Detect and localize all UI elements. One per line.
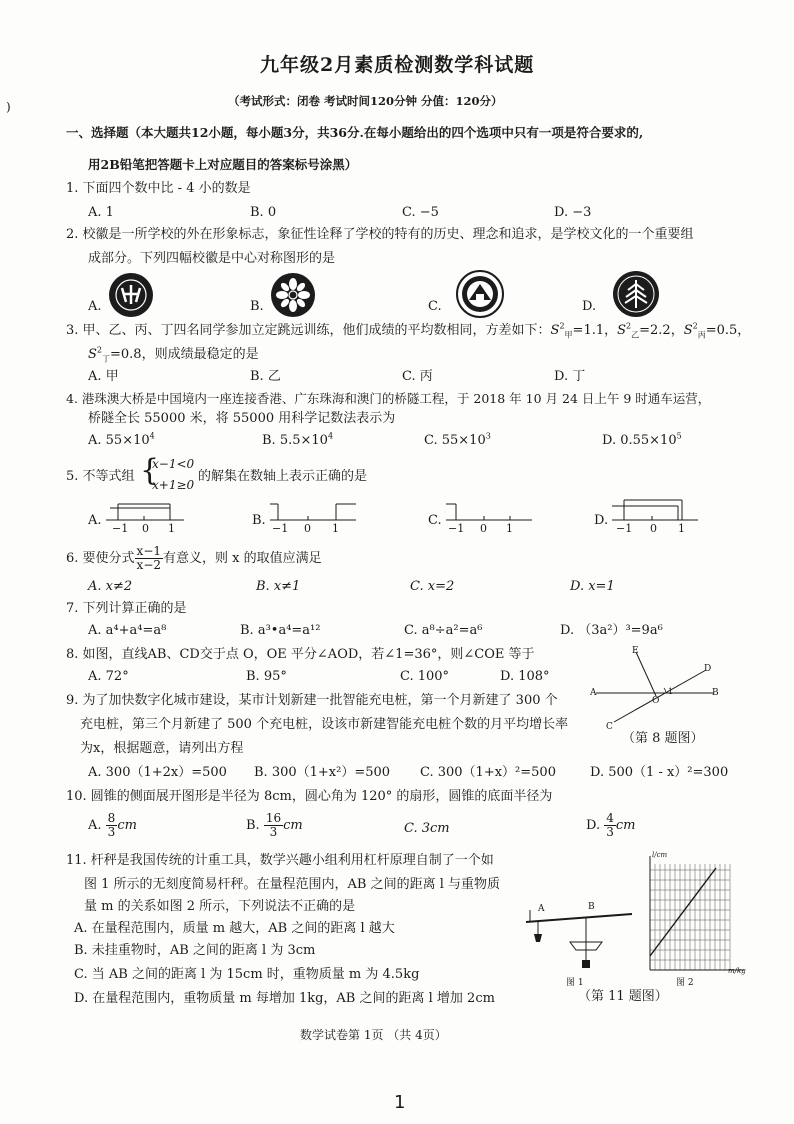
exam-info: （考试形式：闭卷 考试时间120分钟 分值：120分）	[228, 94, 503, 108]
q5-c-tick-1: 1	[506, 522, 513, 535]
q3-sq-jia: 2	[559, 321, 565, 331]
q10-a-label: A.	[88, 818, 102, 833]
q10-b-label: B.	[246, 818, 260, 833]
q4-b-exp: 4	[327, 431, 334, 441]
q5-d-tick-1: 1	[678, 522, 685, 535]
footer-page-info: 数学试卷第 1页 （共 4页）	[300, 1028, 447, 1042]
emblem-a-icon	[108, 272, 154, 318]
q8-label-e: E	[632, 646, 639, 656]
q4-line1: 4. 港珠澳大桥是中国境内一座连接香港、广东珠海和澳门的桥隧工程，于 2018 年 10 月 24 日上午 9 时通车运营，	[66, 391, 711, 406]
q3-line2	[88, 346, 259, 364]
q3-sub-bing: 丙	[697, 330, 706, 340]
section-heading-line1: 一、选择题（本大题共12小题，每小题3分，共36分.在每小题给出的四个选项中只有一项是符合要求的,	[66, 125, 644, 140]
q5-lead: 5. 不等式组	[66, 469, 135, 484]
q9-option-c: C. 300（1+x）²=500	[420, 765, 556, 780]
q11-option-d: D. 在量程范围内，重物质量 m 每增加 1kg，AB 之间的距离 l 增加 2cm	[74, 991, 495, 1006]
q3-stem: 3. 甲、乙、丙、丁四名同学参加立定跳远训练，他们成绩的平均数相同，方差如下：	[66, 323, 551, 338]
q4-option-b	[262, 432, 333, 450]
q10-a-unit: cm	[117, 818, 137, 833]
q9-line3: 为x，根据题意，请列出方程	[80, 741, 244, 756]
q5-b-tick-0: 0	[304, 522, 311, 535]
q7-option-b: B. a³•a⁴=a¹²	[240, 623, 321, 638]
q11-option-b: B. 未挂重物时，AB 之间的距离 l 为 3cm	[74, 943, 316, 958]
q7-option-c: C. a⁸÷a²=a⁶	[404, 623, 483, 638]
page-number: 1	[394, 1092, 406, 1113]
q4-d-exp: 5	[676, 431, 682, 441]
q6-option-b: B. x≠1	[256, 579, 301, 594]
q11-fig1-label-a: A	[538, 904, 545, 914]
q5-c-tick-m1: −1	[448, 522, 465, 535]
q11-graph-xlabel: m/kg	[728, 967, 746, 975]
q10-a-den: 3	[107, 825, 116, 839]
q1-option-b: B. 0	[250, 205, 277, 220]
q10-a-num: 8	[107, 811, 116, 825]
q3-s-jia: S	[550, 323, 560, 338]
q10-b-num: 16	[265, 811, 282, 825]
q4-a-text: A. 55×10	[88, 433, 150, 448]
q8-option-b: B. 95°	[246, 669, 287, 684]
q3-s-yi: S	[617, 323, 627, 338]
q6-option-c: C. x=2	[410, 579, 455, 594]
q9-line1: 9. 为了加快数字化城市建设，某市计划新建一批智能充电桩，第一个月新建了 300 个	[66, 693, 558, 708]
q11-graph-ylabel: l/cm	[652, 851, 668, 859]
q11-fig2-caption: 图 2	[676, 978, 694, 988]
q11-option-c: C. 当 AB 之间的距离 l 为 15cm 时，重物质量 m 为 4.5kg	[74, 967, 420, 982]
q3-val-bing: =0.5，	[705, 323, 751, 338]
q11-option-a: A. 在量程范围内，质量 m 越大，AB 之间的距离 l 越大	[74, 921, 395, 936]
q8-label-a: A	[590, 688, 597, 698]
q6-fraction	[135, 545, 163, 572]
q3-sub-jia: 甲	[564, 330, 573, 340]
emblem-b-icon	[270, 272, 316, 318]
q8-label-1: 1	[668, 687, 674, 696]
q4-d-text: D. 0.55×10	[602, 433, 677, 448]
q4-line2: 桥隧全长 55000 米，将 55000 用科学记数法表示为	[88, 411, 396, 426]
q5-ineq2: x+1≥0	[152, 478, 195, 492]
section-heading-line2: 用2B铅笔把答题卡上对应题目的答案标号涂黑）	[88, 157, 358, 172]
q6-option-d: D. x=1	[570, 579, 615, 594]
q5-c-tick-0: 0	[480, 522, 487, 535]
q5-option-a: A.	[88, 513, 102, 528]
q2-option-b: B.	[250, 299, 264, 314]
emblem-d-icon	[612, 270, 660, 318]
q6-denominator: x−2	[136, 558, 162, 572]
q5-d-tick-0: 0	[650, 522, 657, 535]
q9-line2: 充电桩，第三个月新建了 500 个充电桩，设该市新建智能充电桩个数的月平均增长率	[80, 717, 569, 732]
q3-s-bing: S	[683, 323, 693, 338]
q11-fig1-label-b: B	[588, 902, 595, 912]
q10-b-fraction	[264, 812, 283, 839]
margin-mark: )	[6, 100, 11, 114]
q10-d-label: D.	[586, 818, 601, 833]
q8-stem: 8. 如图，直线AB、CD交于点 O，OE 平分∠AOD，若∠1=36°，则∠COE 等于	[66, 647, 535, 662]
q10-option-a	[88, 812, 137, 839]
q11-fig1-caption: 图 1	[566, 978, 584, 988]
q10-option-c: C. 3cm	[404, 821, 450, 836]
q3-sq-yi: 2	[626, 321, 632, 331]
q10-stem: 10. 圆锥的侧面展开图形是半径为 8cm，圆心角为 120° 的扇形，圆锥的底面半径为	[66, 789, 553, 804]
q2-line2: 成部分。下列四幅校徽是中心对称图形的是	[88, 251, 336, 266]
q3-option-a: A. 甲	[88, 369, 119, 384]
q3-val-ding: =0.8，则成绩最稳定的是	[110, 347, 259, 362]
q4-c-exp: 3	[485, 431, 491, 441]
q10-a-fraction	[106, 812, 118, 839]
q11-line2: 图 1 所示的无刻度简易杆秤。在量程范围内，AB 之间的距离 l 与重物质	[84, 877, 501, 892]
q4-option-a	[88, 432, 155, 450]
q10-option-b	[246, 812, 303, 839]
q10-option-d	[586, 812, 635, 839]
q4-option-d	[602, 432, 682, 450]
q11-line3: 量 m 的关系如图 2 所示，下列说法不正确的是	[84, 899, 356, 914]
q3-option-c: C. 丙	[402, 369, 433, 384]
q5-option-d: D.	[594, 513, 609, 528]
q10-b-den: 3	[269, 825, 278, 839]
q8-option-d: D. 108°	[500, 669, 550, 684]
q4-c-text: C. 55×10	[424, 433, 486, 448]
q3-sq-ding: 2	[96, 345, 102, 355]
q2-option-a: A.	[88, 299, 102, 314]
q9-option-b: B. 300（1+x²）=500	[254, 765, 391, 780]
q4-b-text: B. 5.5×10	[262, 433, 328, 448]
q5-tail: 的解集在数轴上表示正确的是	[198, 469, 368, 484]
q10-d-num: 4	[606, 811, 614, 825]
q8-option-a: A. 72°	[88, 669, 129, 684]
q3-line1	[66, 322, 750, 340]
q9-option-a: A. 300（1+2x）=500	[88, 765, 227, 780]
q1-option-a: A. 1	[88, 205, 114, 220]
q6-stem	[66, 545, 322, 572]
q2-line1: 2. 校徽是一所学校的外在形象标志，象征性诠释了学校的特有的历史、理念和追求，是学校文化的一个重要组	[66, 227, 694, 242]
q1-option-d: D. −3	[554, 205, 592, 220]
q1-stem: 1. 下面四个数中比 - 4 小的数是	[66, 181, 251, 196]
q8-label-d: D	[704, 664, 712, 674]
q7-option-d: D. （3a²）³=9a⁶	[560, 623, 663, 638]
q10-b-unit: cm	[283, 818, 303, 833]
q5-ineq1: x−1<0	[152, 457, 195, 471]
q3-sub-yi: 乙	[631, 330, 640, 340]
q5-a-tick-m1: −1	[112, 522, 129, 535]
q8-label-c: C	[606, 722, 613, 732]
q5-option-c: C.	[428, 513, 442, 528]
q6-option-a: A. x≠2	[88, 579, 133, 594]
q3-sq-bing: 2	[692, 321, 698, 331]
q2-option-d: D.	[582, 299, 597, 314]
q3-option-d: D. 丁	[554, 369, 586, 384]
q11-graph-figure	[640, 850, 752, 978]
q11-line1: 11. 杆秤是我国传统的计重工具，数学兴趣小组利用杠杆原理自制了一个如	[66, 853, 494, 868]
q6-lead: 6. 要使分式	[66, 551, 135, 566]
q3-sub-ding: 丁	[102, 354, 110, 364]
q9-option-d: D. 500（1 - x）²=300	[590, 765, 729, 780]
q5-b-tick-1: 1	[332, 522, 339, 535]
page-title: 九年级2月素质检测数学科试题	[260, 54, 535, 76]
q5-option-b: B.	[252, 513, 266, 528]
q8-figure	[590, 640, 720, 730]
q5-b-tick-m1: −1	[272, 522, 289, 535]
q1-option-c: C. −5	[402, 205, 439, 220]
q6-numerator: x−1	[136, 544, 162, 558]
q2-option-c: C.	[428, 299, 442, 314]
q8-label-b: B	[712, 688, 719, 698]
q4-option-c	[424, 432, 491, 450]
q8-caption: （第 8 题图）	[622, 731, 704, 746]
q4-a-exp: 4	[149, 431, 155, 441]
q10-d-unit: cm	[615, 818, 636, 833]
q8-option-c: C. 100°	[400, 669, 450, 684]
q3-val-jia: =1.1，	[572, 323, 618, 338]
emblem-c-icon	[456, 270, 504, 318]
q3-option-b: B. 乙	[250, 369, 281, 384]
q10-d-fraction	[604, 812, 616, 839]
q3-s-ding: S	[88, 347, 97, 362]
q10-d-den: 3	[606, 825, 614, 839]
q6-tail: 有意义，则 x 的取值应满足	[163, 551, 322, 566]
q8-label-o: O	[652, 696, 660, 706]
q7-stem: 7. 下列计算正确的是	[66, 601, 187, 616]
q11-caption: （第 11 题图）	[578, 989, 668, 1004]
q5-a-tick-1: 1	[168, 522, 175, 535]
q7-option-a: A. a⁴+a⁴=a⁸	[88, 623, 167, 638]
q3-val-yi: =2.2，	[639, 323, 684, 338]
q5-brace: {	[140, 453, 160, 488]
q5-a-tick-0: 0	[142, 522, 149, 535]
q5-d-tick-m1: −1	[616, 522, 633, 535]
